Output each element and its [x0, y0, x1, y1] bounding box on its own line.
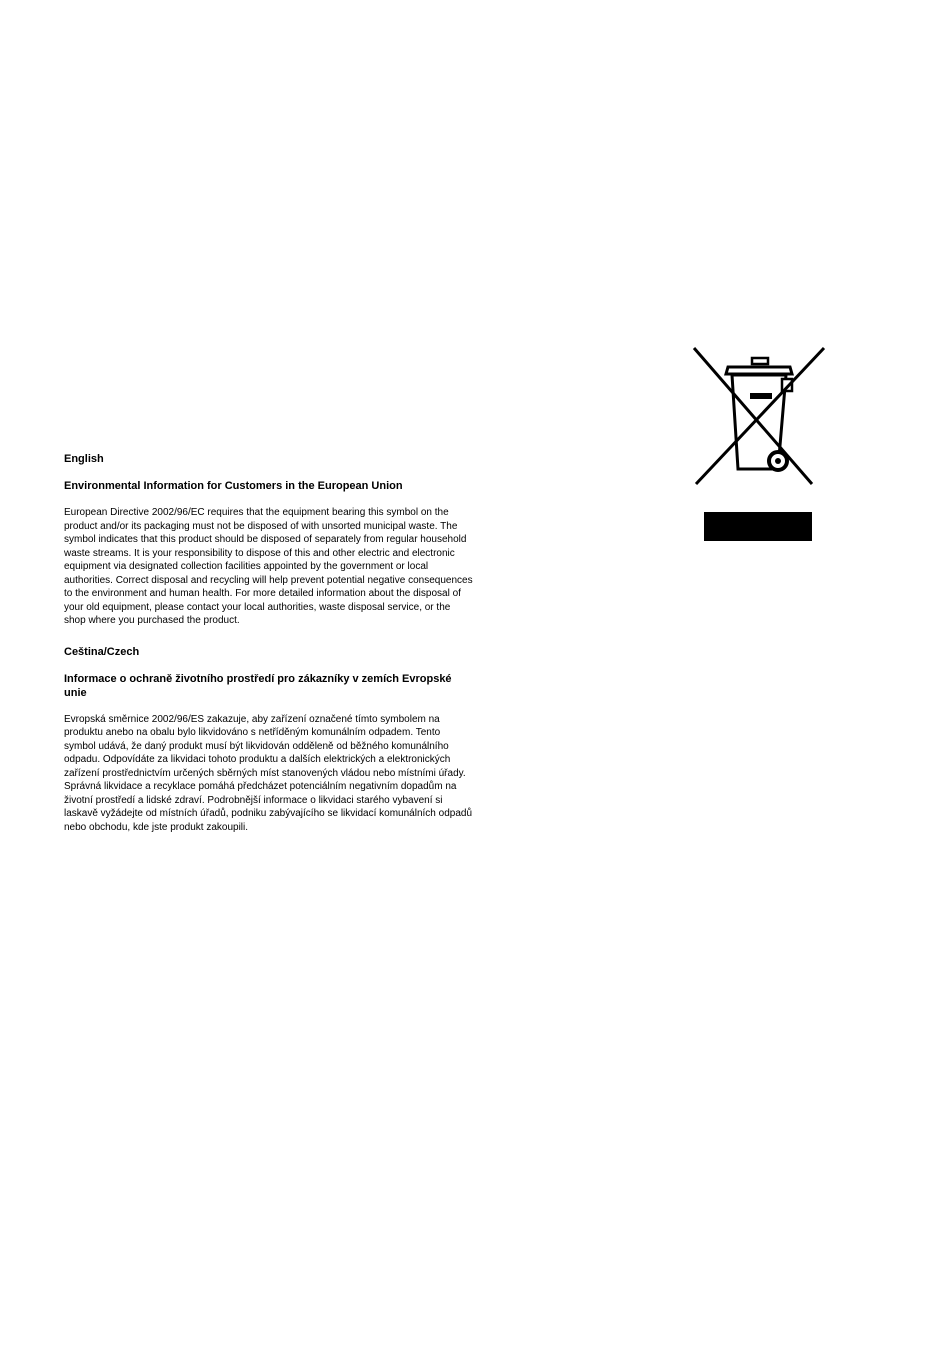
- body-paragraph: Evropská směrnice 2002/96/ES zakazuje, aby zařízení označené tímto symbolem na produktu anebo na obalu bylo likvidováno s netříděným komunálním odpadem. Tento symbol udává, že daný produkt musí být likvidován odděleně od běžného komunálního odpadu. Odpovídáte za likvidaci tohoto produktu a dalších elektrických a elektronických zařízení prostřednictvím určených sběrných míst stanovených vládou nebo místními úřady. Správná likvidace a recyklace pomáhá předcházet potenciálním negativním dopadům na životní prostředí a lidské zdraví. Podrobnější informace o likvidaci starého vybavení si laskavě vyžádejte od místních úřadů, podniku zabývajícího se likvidací komunálních odpadů nebo obchodu, kde jste produkt zakoupili.: [64, 713, 473, 833]
- section-english: [64, 452, 474, 628]
- black-bar: [704, 512, 812, 541]
- language-heading: English: [64, 453, 104, 465]
- section-title: Informace o ochraně životního prostředí pro zákazníky v zemích Evropské unie: [64, 672, 452, 699]
- crossed-out-wheelie-bin-icon: [692, 345, 826, 487]
- text-column: [64, 452, 474, 851]
- language-heading: Ceština/Czech: [64, 645, 140, 658]
- section-czech: [64, 645, 474, 835]
- section-title: Environmental Information for Customers in the European Union: [64, 480, 403, 492]
- body-paragraph: European Directive 2002/96/EC requires that the equipment bearing this symbol on the product and/or its packaging must not be disposed of with unsorted municipal waste. The symbol indicates that this product should be disposed of separately from regular household waste streams. It is your responsibility to dispose of this and other electric and electronic equipment via designated collection facilities appointed by the government or local authorities. Correct disposal and recycling will help prevent potential negative consequences to the environment and human health. For more detailed information about the disposal of your old equipment, please contact your local authorities, waste disposal service, or the shop where you purchased the product.: [64, 507, 473, 626]
